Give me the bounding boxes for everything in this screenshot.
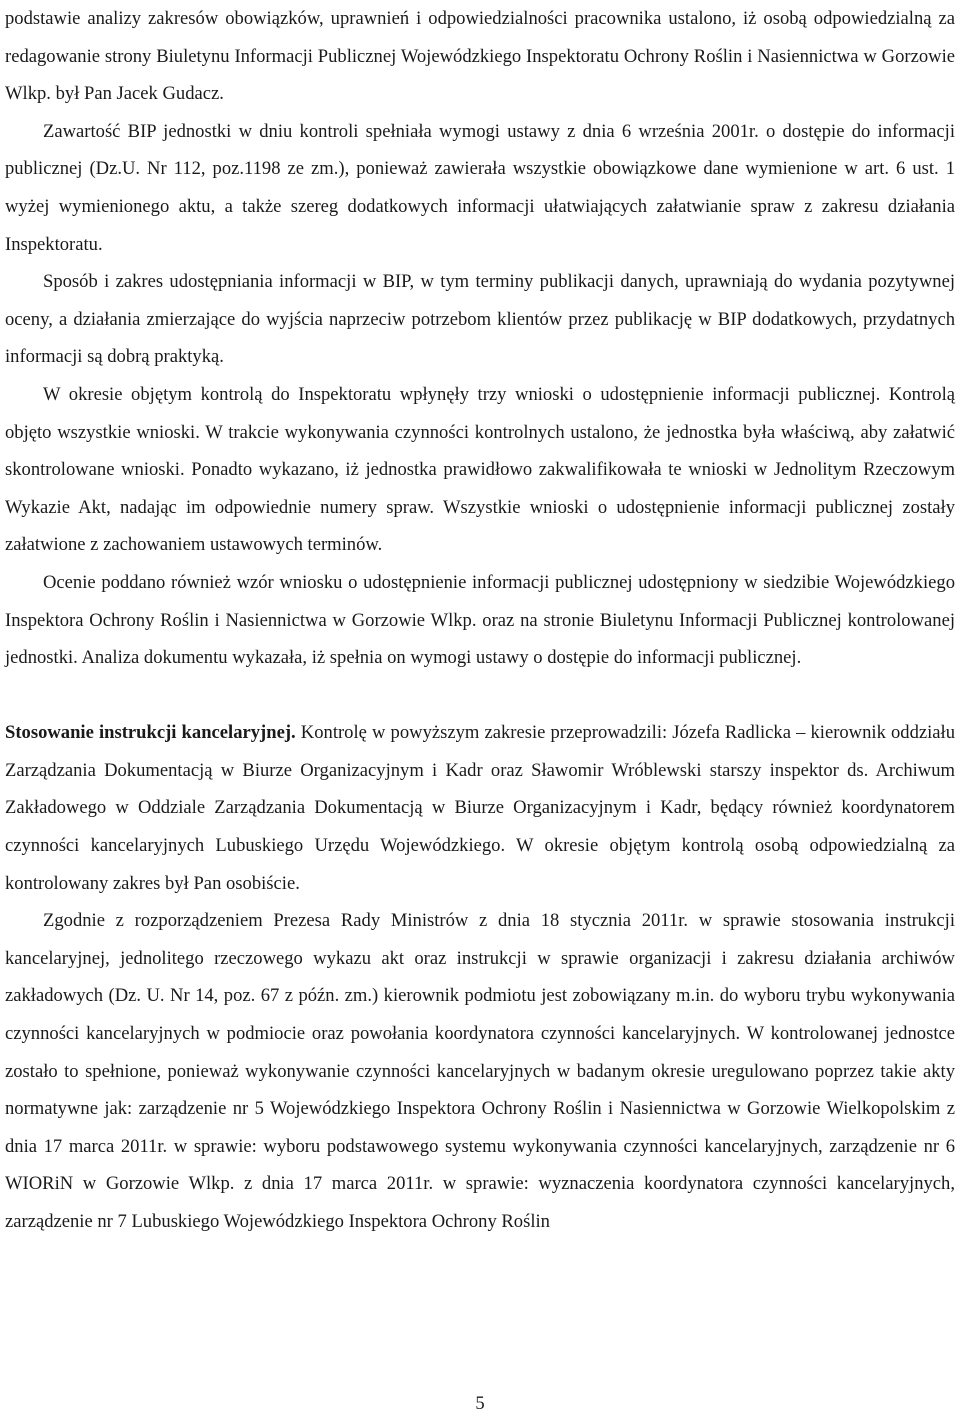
paragraph-regulation: Zgodnie z rozporządzeniem Prezesa Rady Ministrów z dnia 18 stycznia 2011r. w sprawie stosowania instrukcji kancelaryjnej, jednolitego rzeczowego wykazu akt oraz instrukcji w sprawie organizacji i zakresu działania archiwów zakładowych (Dz. U. Nr 14, poz. 67 z późn. zm.) kierownik podmiotu jest zobowiązany m.in. do wyboru trybu wykonywania czynności kancelaryjnych w podmiocie oraz powołania koordynatora czynności kancelaryjnych. W kontrolowanej jednostce zostało to spełnione, ponieważ wykonywanie czynności kancelaryjnych w badanym okresie uregulowano poprzez takie akty normatywne jak: zarządzenie nr 5 Wojewódzkiego Inspektora Ochrony Roślin i Nasiennictwa w Gorzowie Wielkopolskim z dnia 17 marca 2011r. w sprawie: wyboru podstawowego systemu wykonywania czynności kancelaryjnych, zarządzenie nr 6 WIORiN w Gorzowie Wlkp. z dnia 17 marca 2011r. w sprawie: wyznaczenia koordynatora czynności kancelaryjnych, zarządzenie nr 7 Lubuskiego Wojewódzkiego Inspektora Ochrony Roślin	[5, 910, 955, 1232]
document-body	[5, 0, 955, 1241]
paragraph-responsible-person: podstawie analizy zakresów obowiązków, uprawnień i odpowiedzialności pracownika ustalono, iż osobą odpowiedzialną za redagowanie strony Biuletynu Informacji Publicznej Wojewódzkiego Inspektoratu Ochrony Roślin i Nasiennictwa w Gorzowie Wlkp. był Pan Jacek Gudacz.	[5, 8, 955, 105]
paragraph-bip-content: Zawartość BIP jednostki w dniu kontroli spełniała wymogi ustawy z dnia 6 września 2001r. o dostępie do informacji publicznej (Dz.U. Nr 112, poz.1198 ze zm.), ponieważ zawierała wszystkie obowiązkowe dane wymienione w art. 6 ust. 1 wyżej wymienionego aktu, a także szereg dodatkowych informacji ułatwiających załatwianie spraw z zakresu działania Inspektoratu.	[5, 120, 955, 255]
section-heading: Stosowanie instrukcji kancelaryjnej.	[5, 722, 296, 744]
section-text: Kontrolę w powyższym zakresie przeprowadzili: Józefa Radlicka – kierownik oddziału Zarządzania Dokumentacją w Biurze Organizacyjnym i Kadr oraz Sławomir Wróblewski starszy inspektor ds. Archiwum Zakładowego w Oddziale Zarządzania Dokumentacją w Biurze Organizacyjnym i Kadr, będący również koordynatorem czynności kancelaryjnych Lubuskiego Urzędu Wojewódzkiego. W okresie objętym kontrolą osobą odpowiedzialną za kontrolowany zakres był Pan osobiście.	[5, 722, 956, 894]
paragraph-office-instruction	[5, 714, 955, 902]
paragraph-spacer	[5, 677, 955, 715]
paragraph-requests: W okresie objętym kontrolą do Inspektoratu wpłynęły trzy wnioski o udostępnienie informacji publicznej. Kontrolą objęto wszystkie wnioski. W trakcie wykonywania czynności kontrolnych ustalono, że jednostka była właściwą, aby załatwić skontrolowane wnioski. Ponadto wykazano, iż jednostka prawidłowo zakwalifikowała te wnioski w Jednolitym Rzeczowym Wykazie Akt, nadając im odpowiednie numery spraw. Wszystkie wnioski o udostępnienie informacji publicznej zostały załatwione z zachowaniem ustawowych terminów.	[5, 383, 955, 556]
page-number: 5	[475, 1393, 485, 1414]
paragraph-bip-assessment: Sposób i zakres udostępniania informacji w BIP, w tym terminy publikacji danych, uprawniają do wydania pozytywnej oceny, a działania zmierzające do wyjścia naprzeciw potrzebom klientów przez publikację w BIP dodatkowych, przydatnych informacji są dobrą praktyką.	[5, 271, 955, 368]
paragraph-request-form: Ocenie poddano również wzór wniosku o udostępnienie informacji publicznej udostępniony w siedzibie Wojewódzkiego Inspektora Ochrony Roślin i Nasiennictwa w Gorzowie Wlkp. oraz na stronie Biuletynu Informacji Publicznej kontrolowanej jednostki. Analiza dokumentu wykazała, iż spełnia on wymogi ustawy o dostępie do informacji publicznej.	[5, 571, 955, 669]
